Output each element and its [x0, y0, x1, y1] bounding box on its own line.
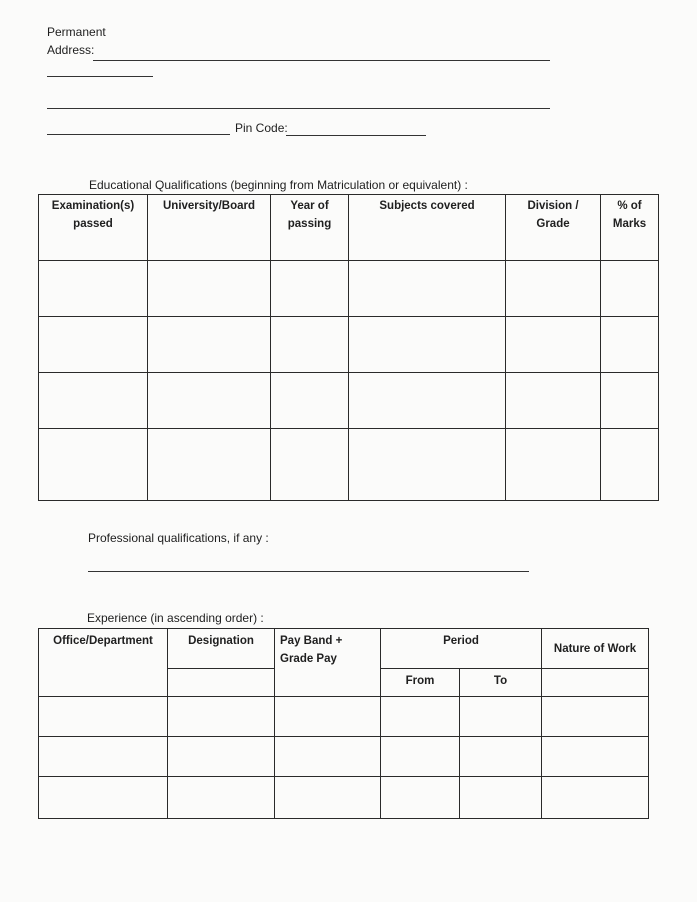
col-period: Period	[381, 629, 542, 669]
table-cell[interactable]	[39, 697, 168, 737]
col-pay-band-grade-pay: Pay Band + Grade Pay	[275, 629, 381, 697]
experience-header-row	[39, 629, 649, 669]
table-cell[interactable]	[506, 373, 601, 429]
table-cell[interactable]	[271, 317, 349, 373]
col-office-department: Office/Department	[39, 629, 168, 697]
table-cell[interactable]	[349, 429, 506, 501]
table-row	[39, 697, 649, 737]
address-line-1[interactable]	[93, 60, 550, 61]
table-cell[interactable]	[271, 429, 349, 501]
table-cell[interactable]	[601, 317, 659, 373]
table-cell[interactable]	[271, 261, 349, 317]
address-label: Address:	[47, 43, 95, 57]
table-row	[39, 317, 659, 373]
table-row	[39, 261, 659, 317]
professional-label: Professional qualifications, if any :	[88, 531, 269, 545]
col-university-board: University/Board	[148, 195, 271, 261]
table-cell[interactable]	[460, 737, 542, 777]
address-line-4[interactable]	[47, 134, 230, 135]
table-cell[interactable]	[601, 261, 659, 317]
table-cell[interactable]	[148, 373, 271, 429]
pin-code-label: Pin Code:	[235, 121, 288, 135]
table-cell[interactable]	[39, 429, 148, 501]
table-cell[interactable]	[271, 373, 349, 429]
col-period-from: From	[381, 669, 460, 697]
experience-table	[38, 628, 649, 819]
experience-heading: Experience (in ascending order) :	[87, 611, 264, 625]
table-cell[interactable]	[39, 317, 148, 373]
table-cell[interactable]	[148, 317, 271, 373]
table-cell[interactable]	[506, 429, 601, 501]
table-cell[interactable]	[349, 373, 506, 429]
col-period-to: To	[460, 669, 542, 697]
professional-field[interactable]	[88, 571, 529, 572]
nature-sub-cell	[542, 669, 649, 697]
col-year-of-passing: Year of passing	[271, 195, 349, 261]
table-cell[interactable]	[506, 317, 601, 373]
col-percent-marks: % of Marks	[601, 195, 659, 261]
col-nature-of-work: Nature of Work	[542, 629, 649, 669]
education-table	[38, 194, 659, 501]
table-cell[interactable]	[148, 429, 271, 501]
table-cell[interactable]	[168, 697, 275, 737]
col-examination-passed: Examination(s) passed	[39, 195, 148, 261]
table-cell[interactable]	[601, 373, 659, 429]
address-line-2[interactable]	[47, 76, 153, 77]
table-cell[interactable]	[460, 697, 542, 737]
table-cell[interactable]	[381, 777, 460, 819]
table-cell[interactable]	[542, 697, 649, 737]
pin-code-field[interactable]	[286, 135, 426, 136]
table-cell[interactable]	[349, 317, 506, 373]
table-cell[interactable]	[275, 737, 381, 777]
table-cell[interactable]	[148, 261, 271, 317]
table-cell[interactable]	[168, 737, 275, 777]
table-cell[interactable]	[39, 373, 148, 429]
table-row	[39, 737, 649, 777]
table-cell[interactable]	[39, 777, 168, 819]
col-designation: Designation	[168, 629, 275, 669]
table-cell[interactable]	[381, 737, 460, 777]
table-cell[interactable]	[542, 737, 649, 777]
table-cell[interactable]	[39, 261, 148, 317]
table-cell[interactable]	[349, 261, 506, 317]
permanent-label: Permanent	[47, 25, 106, 39]
table-row	[39, 777, 649, 819]
table-cell[interactable]	[506, 261, 601, 317]
address-line-3[interactable]	[47, 108, 550, 109]
table-cell[interactable]	[381, 697, 460, 737]
education-header-row	[39, 195, 659, 261]
table-cell[interactable]	[460, 777, 542, 819]
table-cell[interactable]	[601, 429, 659, 501]
table-cell[interactable]	[542, 777, 649, 819]
table-cell[interactable]	[275, 697, 381, 737]
table-row	[39, 429, 659, 501]
table-row	[39, 373, 659, 429]
designation-sub-cell	[168, 669, 275, 697]
table-cell[interactable]	[275, 777, 381, 819]
table-cell[interactable]	[168, 777, 275, 819]
col-subjects-covered: Subjects covered	[349, 195, 506, 261]
col-division-grade: Division / Grade	[506, 195, 601, 261]
table-cell[interactable]	[39, 737, 168, 777]
education-heading: Educational Qualifications (beginning from Matriculation or equivalent) :	[89, 178, 468, 192]
